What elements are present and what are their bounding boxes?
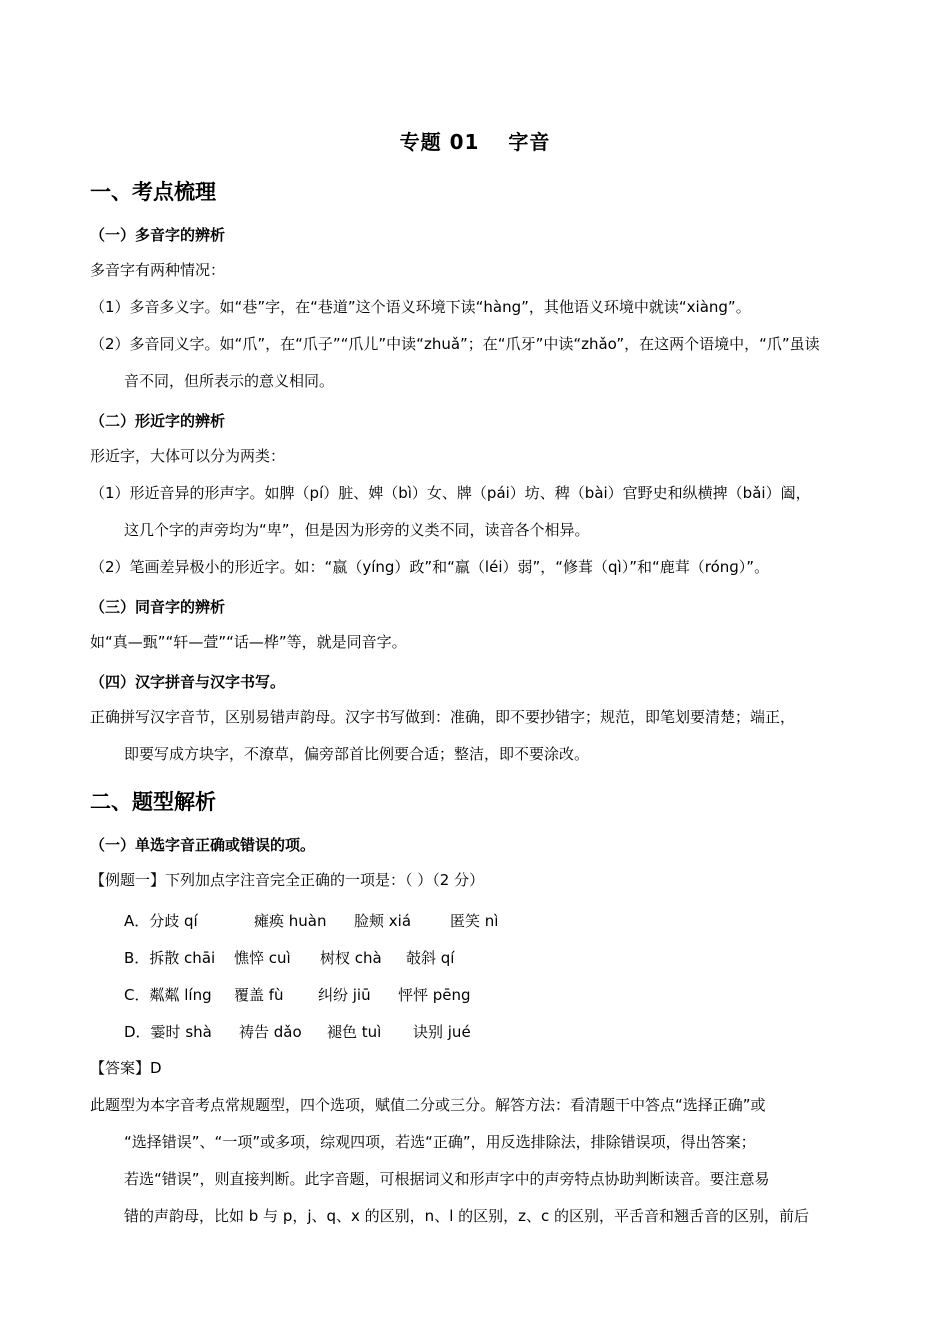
paragraph-polyphone-item2-line1: （2）多音同义字。如“爪”，在“爪子”“爪儿”中读“zhuǎ”；在“爪牙”中读“zhǎo”，在这两个语境中，“爪”虽读	[90, 335, 820, 353]
explanation-line3: 若选“错误”，则直接判断。此字音题，可根据词义和形声字中的声旁特点协助判断读音。要注意易	[124, 1170, 770, 1188]
option-c-word-3: 纠纷 jiū	[318, 986, 371, 1004]
option-a	[124, 910, 498, 931]
paragraph-polyphone-item1: （1）多音多义字。如“巷”字，在“巷道”这个语义环境下读“hàng”，其他语义环境中就读“xiàng”。	[90, 298, 751, 316]
paragraph-polyphone-item2-line2: 音不同，但所表示的意义相同。	[124, 372, 335, 390]
page-title: 专题 01 字音	[399, 130, 551, 154]
option-a-word-2: 瘫痪 huàn	[254, 912, 327, 930]
option-d	[124, 1021, 471, 1042]
option-b-word-3: 树杈 chà	[320, 949, 382, 967]
paragraph-similar-item1-line2: 这几个字的声旁均为“卑”，但是因为形旁的义类不同，读音各个相异。	[124, 521, 590, 539]
explanation-line4: 错的声韵母，比如 b 与 p，j、q、x 的区别，n、l 的区别，z、c 的区别，平舌音和翘舌音的区别，前后	[124, 1207, 810, 1225]
option-c	[124, 984, 471, 1005]
subheading-homophone: （三）同音字的辨析	[90, 598, 226, 616]
option-c-word-2: 覆盖 fù	[234, 986, 284, 1004]
paragraph-similar-item2: （2）笔画差异极小的形近字。如：“嬴（yíng）政”和“羸（léi）弱”，“修葺（qì）”和“鹿茸（rónɡ）”。	[90, 558, 770, 576]
option-b-word-4: 攲斜 qí	[406, 949, 455, 967]
answer-line: 【答案】D	[90, 1059, 162, 1077]
paragraph-writing-line1: 正确拼写汉字音节，区别易错声韵母。汉字书写做到：准确，即不要抄错字；规范，即笔划要清楚；端正，	[90, 708, 796, 726]
option-d-word-2: 祷告 dǎo	[239, 1023, 302, 1041]
subheading-similar-shape: （二）形近字的辨析	[90, 412, 226, 430]
subheading-polyphone: （一）多音字的辨析	[90, 226, 226, 244]
example-question: 【例题一】下列加点字注音完全正确的一项是：（ ）（2 分）	[90, 871, 485, 889]
option-d-word-1: D．霎时 shà	[124, 1023, 212, 1041]
option-c-word-4: 怦怦 pēng	[398, 986, 471, 1004]
option-b-word-1: B．拆散 chāi	[124, 949, 216, 967]
subheading-pinyin-writing: （四）汉字拼音与汉字书写。	[90, 673, 286, 691]
explanation-line2: “选择错误”、“一项”或多项，综观四项，若选“正确”，用反选排除法，排除错误项，得出答案；	[124, 1133, 756, 1151]
section-heading-1: 一、考点梳理	[90, 180, 216, 204]
option-d-word-4: 诀别 jué	[413, 1023, 471, 1041]
paragraph-polyphone-intro: 多音字有两种情况：	[90, 261, 226, 279]
option-b	[124, 947, 454, 968]
option-d-word-3: 褪色 tuì	[327, 1023, 382, 1041]
option-a-word-1: A．分歧 qí	[124, 912, 198, 930]
paragraph-homophone: 如“真—甄”“轩—萱”“话—桦”等，就是同音字。	[90, 633, 407, 651]
subheading-single-choice: （一）单选字音正确或错误的项。	[90, 836, 316, 854]
option-a-word-4: 匿笑 nì	[450, 912, 499, 930]
section-heading-2: 二、题型解析	[90, 790, 216, 814]
option-a-word-3: 脸颊 xiá	[354, 912, 412, 930]
paragraph-writing-line2: 即要写成方块字，不潦草，偏旁部首比例要合适；整洁，即不要涂改。	[124, 745, 590, 763]
paragraph-similar-intro: 形近字，大体可以分为两类：	[90, 447, 286, 465]
explanation-line1: 此题型为本字音考点常规题型，四个选项，赋值二分或三分。解答方法：看清题干中答点“选择正确”或	[90, 1096, 766, 1114]
option-b-word-2: 憔悴 cuì	[234, 949, 291, 967]
option-c-word-1: C．粼粼 líng	[124, 986, 212, 1004]
paragraph-similar-item1-line1: （1）形近音异的形声字。如脾（pí）脏、婢（bì）女、牌（pái）坊、稗（bài）官野史和纵横捭（bǎi）阖，	[90, 484, 811, 502]
